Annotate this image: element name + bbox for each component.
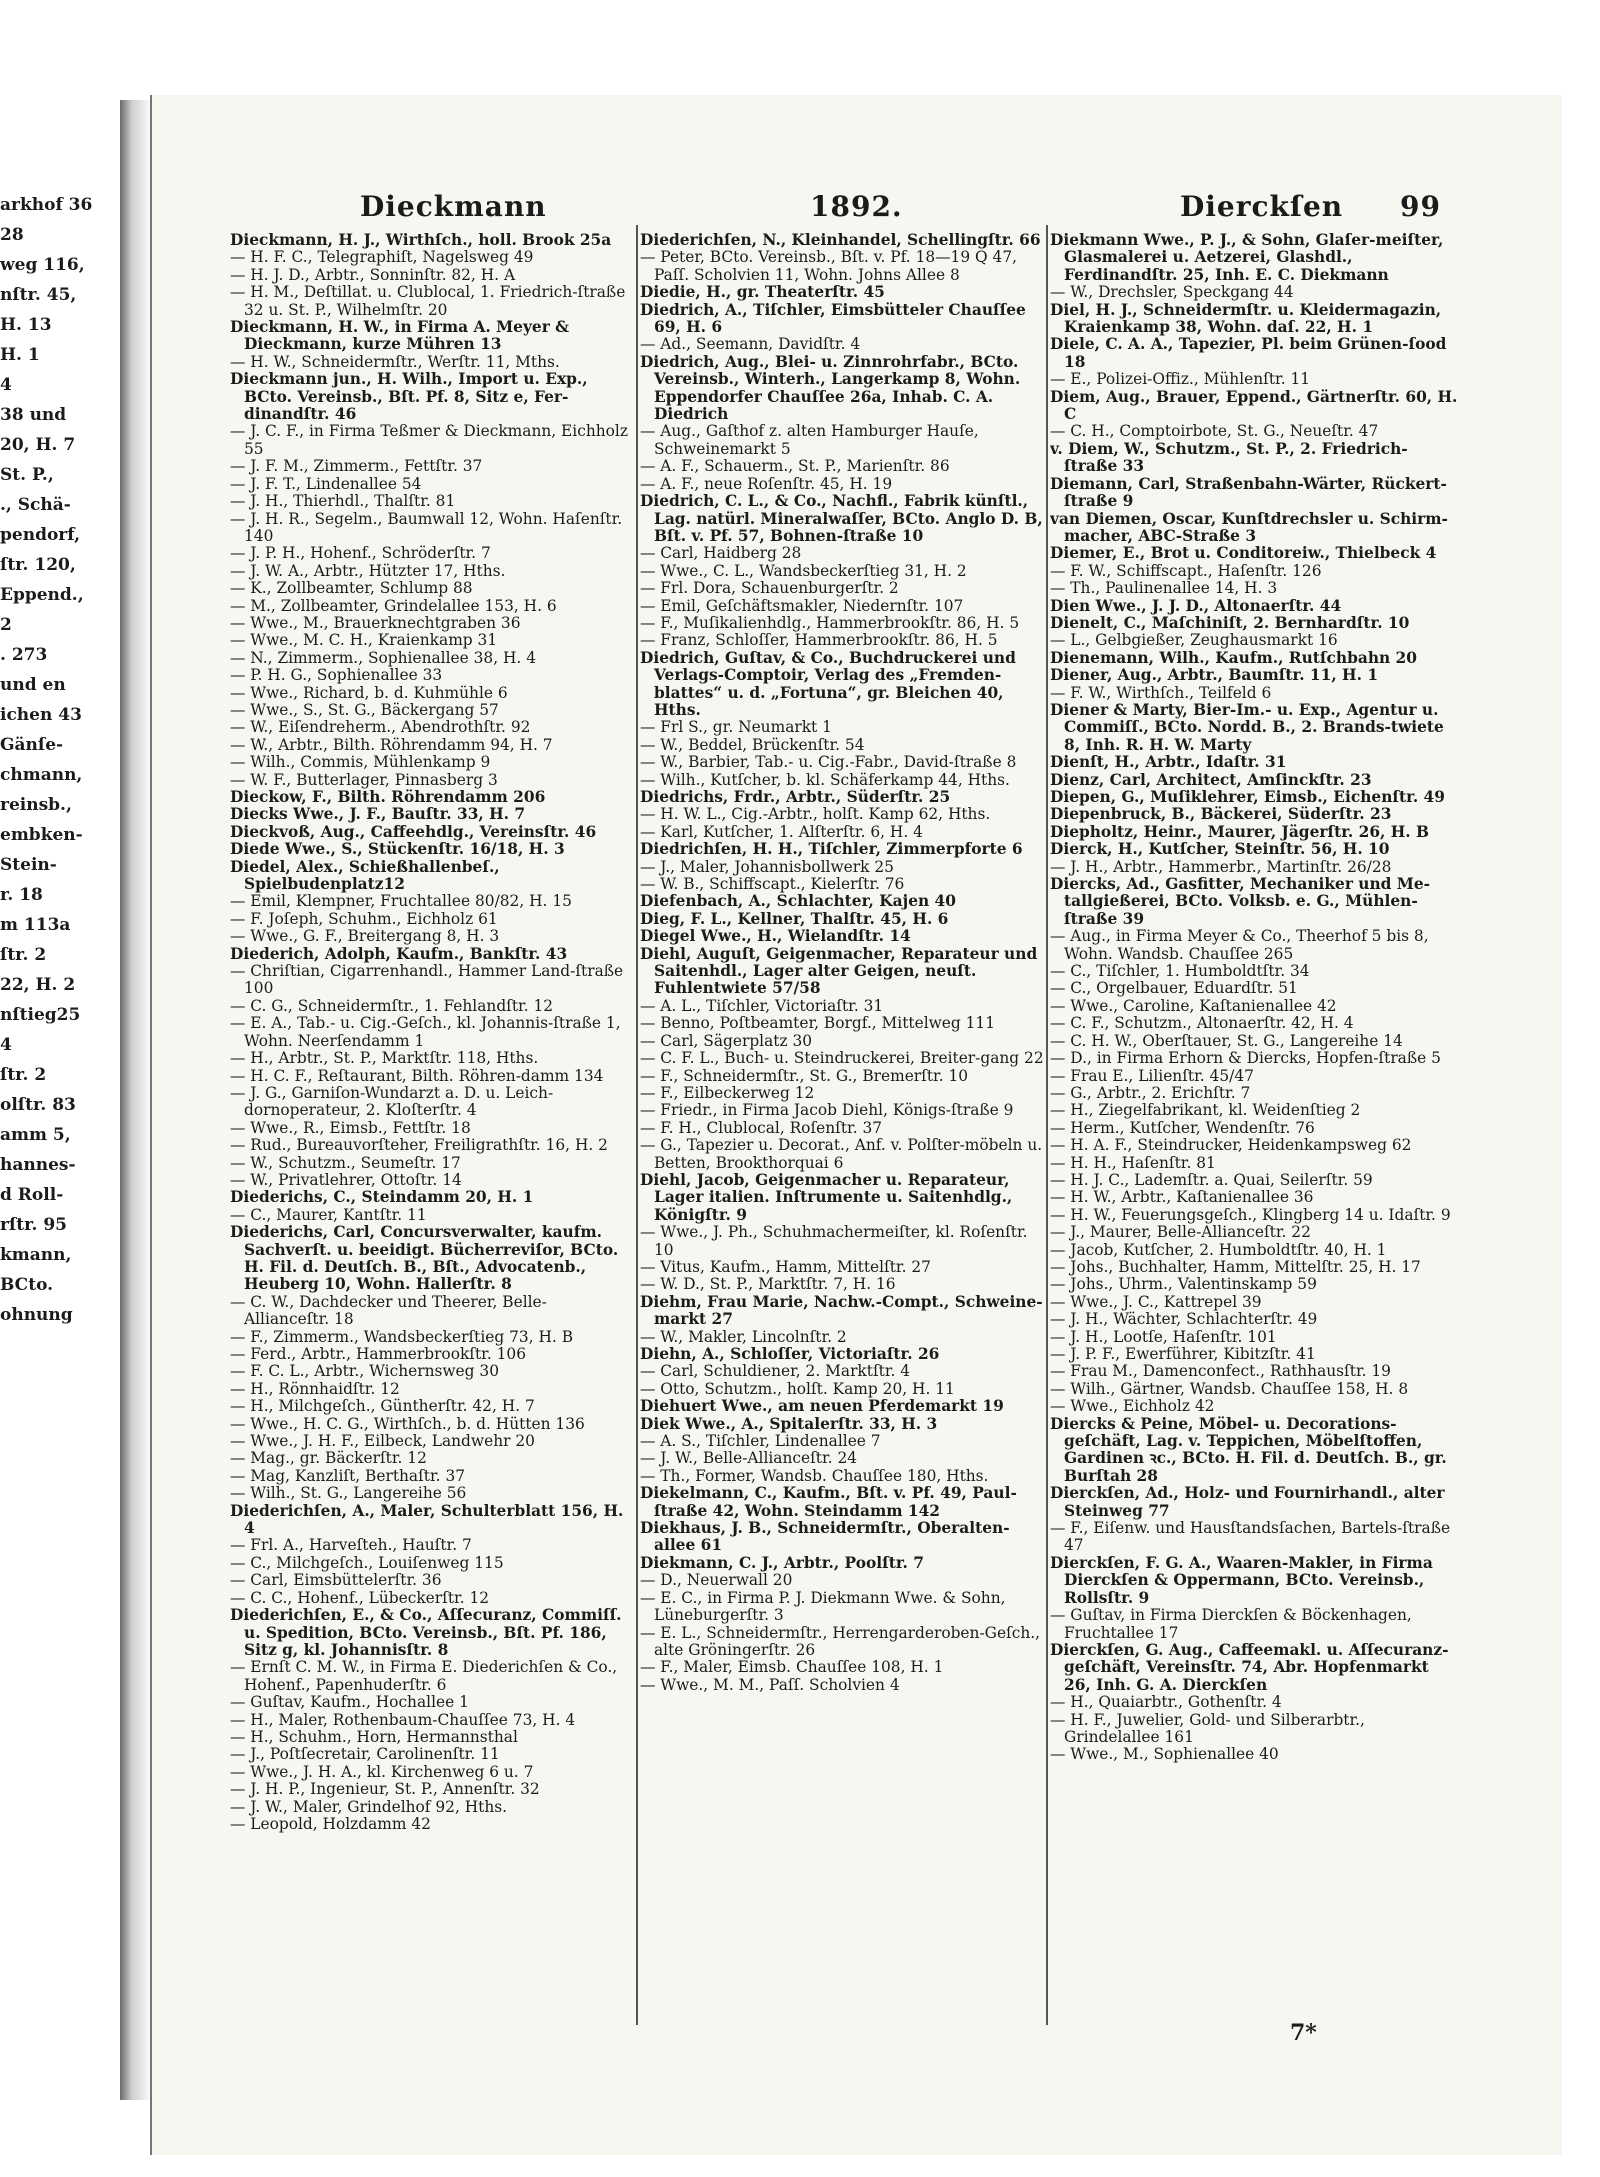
directory-entry: — Franz, Schloſſer, Hammerbrookſtr. 86, H. 5 [640,631,998,650]
directory-entry: Diedrich, Aug., Blei- u. Zinnrohrfabr., BCto. Vereinsb., Winterh., Langerkamp 8, Wohn. Eppendorfer Chauſſee 26a, Inhab. C. A. Diedrich [640,352,1021,424]
directory-entry: Diel, H. J., Schneidermſtr. u. Kleidermagazin, Kraienkamp 38, Wohn. daſ. 22, H. 1 [1050,300,1442,337]
directory-entry: — Frl. Dora, Schauenburgerſtr. 2 [640,579,899,598]
directory-entry: — C., Tiſchler, 1. Humboldtſtr. 34 [1050,962,1310,981]
directory-entry: Diener, Aug., Arbtr., Baumſtr. 11, H. 1 [1050,666,1379,685]
directory-entry: — J. H., Thierhdl., Thalſtr. 81 [230,492,456,511]
directory-entry: — Frau E., Lilienſtr. 45/47 [1050,1066,1254,1085]
directory-entry: — Emil, Klempner, Fruchtallee 80/82, H. 15 [230,892,572,911]
directory-entry: — Mag., gr. Bäckerſtr. 12 [230,1449,427,1468]
directory-entry: Diederich, Adolph, Kaufm., Bankſtr. 43 [230,944,568,963]
previous-page-text: 2 [0,615,12,635]
directory-entry: — C. G., Schneidermſtr., 1. Fehlandſtr. 12 [230,996,554,1015]
directory-entry: — A. L., Tiſchler, Victoriaſtr. 31 [640,996,884,1015]
previous-page-text: ichen 43 [0,705,82,725]
directory-entry: Dieckmann, H. J., Wirthſch., holl. Brook 25a [230,232,612,249]
directory-column-1 [230,232,630,2032]
column-divider [1046,225,1048,2025]
directory-entry: — H. H., Haſenſtr. 81 [1050,1153,1216,1172]
directory-entry: — Carl, Sägerplatz 30 [640,1031,813,1050]
directory-entry: Diepen, G., Muſiklehrer, Eimsb., Eichenſtr. 49 [1050,788,1445,806]
directory-entry: Diedie, H., gr. Theaterſtr. 45 [640,283,885,302]
directory-entry: — W. D., St. P., Marktſtr. 7, H. 16 [640,1275,896,1294]
directory-entry: Diedel, Alex., Schießhallenbeſ., Spielbudenplatz12 [230,857,500,894]
directory-entry: — E. A., Tab.- u. Cig.-Geſch., kl. Johannis-ſtraße 1, Wohn. Neerſendamm 1 [230,1014,621,1050]
previous-page-text: 4 [0,375,12,395]
directory-entry: — Rud., Bureauvorſteher, Freiligrathſtr. 16, H. 2 [230,1136,608,1155]
directory-entry: — C. H., Comptoirbote, St. G., Neueſtr. 47 [1050,422,1379,441]
directory-entry: — Peter, BCto. Vereinsb., Bſt. v. Pf. 18—19 Q 47, Paſſ. Scholvien 11, Wohn. Johns Allee 8 [640,248,1018,284]
directory-entry: Diede Wwe., S., Stückenſtr. 16/18, H. 3 [230,840,565,859]
directory-entry: — Frl. A., Harveſteh., Hauſtr. 7 [230,1536,472,1555]
directory-entry: — H. W. L., Cig.-Arbtr., holſt. Kamp 62, Hths. [640,805,991,824]
directory-entry: — W., Privatlehrer, Ottoſtr. 14 [230,1170,462,1189]
directory-entry: — Aug., Gaſthof z. alten Hamburger Hauſe, Schweinemarkt 5 [640,422,979,458]
directory-entry: — F. W., Wirthſch., Teilfeld 6 [1050,683,1272,702]
directory-entry: — H. F., Juwelier, Gold- und Silberarbtr., Grindelallee 161 [1050,1710,1365,1746]
directory-entry: — F. H., Clublocal, Roſenſtr. 37 [640,1118,883,1137]
directory-entry: Dierckſen, G. Aug., Caffeemakl. u. Aſſecuranz-geſchäft, Vereinsſtr. 74, Abr. Hopfenmarkt 26, Inh. G. A. Dierckſen [1050,1640,1449,1694]
directory-entry: — C., Orgelbauer, Eduardſtr. 51 [1050,979,1298,998]
sheet-signature: 7* [1290,2020,1317,2046]
directory-entry: Dieckow, F., Bilth. Röhrendamm 206 [230,788,546,806]
directory-entry: — H., Ziegelfabrikant, kl. Weidenſtieg 2 [1050,1101,1361,1120]
previous-page-text: amm 5, [0,1125,71,1145]
directory-entry: Diehuert Wwe., am neuen Pferdemarkt 19 [640,1397,1004,1416]
directory-entry: Dieckvoß, Aug., Caffeehdlg., Vereinsſtr. 46 [230,822,597,841]
directory-entry: — E., Polizei-Offiz., Mühlenſtr. 11 [1050,370,1311,389]
page-number: 99 [1400,190,1441,223]
directory-entry: — J. F. T., Lindenallee 54 [230,474,422,493]
directory-entry: Diem, Aug., Brauer, Eppend., Gärtnerſtr. 60, H. C [1050,387,1458,424]
directory-entry: — Jacob, Kutſcher, 2. Humboldtſtr. 40, H. 1 [1050,1240,1387,1259]
directory-entry: Dienz, Carl, Architect, Amſinckſtr. 23 [1050,770,1372,789]
directory-entry: — J., Maler, Johannisbollwerk 25 [640,857,894,876]
directory-entry: — Wilh., Commis, Mühlenkamp 9 [230,753,491,772]
directory-entry: Dierck, H., Kutſcher, Steinſtr. 56, H. 10 [1050,840,1390,859]
directory-entry: — Wilh., St. G., Langereihe 56 [230,1484,467,1503]
directory-entry: Diener & Marty, Bier-Im.- u. Exp., Agentur u. Commiſſ., BCto. Nordd. B., 2. Brands-twiete 8, Inh. R. H. W. Marty [1050,700,1444,754]
directory-entry: van Diemen, Oscar, Kunſtdrechsler u. Schirm-macher, ABC-Straße 3 [1050,509,1448,545]
directory-entry: — Ferd., Arbtr., Hammerbrookſtr. 106 [230,1345,526,1363]
directory-entry: Diedrichſen, H. H., Tiſchler, Zimmerpforte 6 [640,840,1023,859]
directory-entry: — W., Schutzm., Seumeſtr. 17 [230,1153,461,1172]
directory-entry: — F. W., Schiffscapt., Haſenſtr. 126 [1050,561,1322,580]
previous-page-text: H. 13 [0,315,52,335]
directory-entry: Diekelmann, C., Kaufm., Bſt. v. Pf. 49, Paul-ſtraße 42, Wohn. Steindamm 142 [640,1484,1017,1520]
directory-entry: Diepholtz, Heinr., Maurer, Jägerſtr. 26, H. B [1050,822,1430,841]
directory-entry: — Vitus, Kaufm., Hamm, Mittelſtr. 27 [640,1257,931,1276]
directory-entry: Diederichſen, E., & Co., Aſſecuranz, Commiſſ. u. Spedition, BCto. Vereinsb., Bſt. Pf. 186, Sitz g, kl. Johannisſtr. 8 [230,1606,622,1659]
directory-entry: Dierckſen, Ad., Holz- und Fournirhandl., alter Steinweg 77 [1050,1484,1445,1520]
directory-entry: Dieckmann jun., H. Wilh., Import u. Exp., BCto. Vereinsb., Bſt. Pf. 8, Sitz e, Fer-dinandſtr. 46 [230,370,588,424]
directory-entry: — J., Maurer, Belle-Allianceſtr. 22 [1050,1223,1311,1242]
directory-entry: — C. F. L., Buch- u. Steindruckerei, Breiter-gang 22 [640,1049,1044,1068]
previous-page-text: rſtr. 95 [0,1215,68,1235]
previous-page-text: reinsb., [0,795,72,815]
directory-entry: — J. H., Lootſe, Haſenſtr. 101 [1050,1327,1277,1346]
directory-entry: — Wwe., S., St. G., Bäckergang 57 [230,700,499,719]
directory-entry: — A. F., neue Roſenſtr. 45, H. 19 [640,474,893,493]
directory-entry: — Wilh., Kutſcher, b. kl. Schäferkamp 44, Hths. [640,770,1010,789]
directory-entry: Diekhaus, J. B., Schneidermſtr., Oberalten-allee 61 [640,1519,1010,1555]
directory-entry: — J. H. R., Segelm., Baumwall 12, Wohn. Haſenſtr. 140 [230,509,623,545]
previous-page-text: m 113a [0,915,71,935]
directory-entry: Diekmann, C. J., Arbtr., Poolſtr. 7 [640,1553,924,1572]
directory-entry: — H. F. C., Telegraphiſt, Nagelsweg 49 [230,248,534,267]
directory-entry: Dienelt, C., Maſchiniſt, 2. Bernhardſtr. 10 [1050,613,1410,632]
directory-entry: — Carl, Schuldiener, 2. Marktſtr. 4 [640,1362,911,1381]
directory-entry: — Ernſt C. M. W., in Firma E. Diederichſen & Co., Hohenf., Papenhuderſtr. 6 [230,1658,618,1694]
directory-entry: — J. P. F., Ewerführer, Kibitzſtr. 41 [1050,1345,1316,1363]
previous-page-text: BCto. [0,1275,54,1295]
previous-page-text: kmann, [0,1245,72,1265]
directory-entry: — Wwe., M. M., Paſſ. Scholvien 4 [640,1675,900,1694]
previous-page-text: hannes- [0,1155,76,1175]
directory-entry: — Mag, Kanzliſt, Berthaſtr. 37 [230,1466,466,1485]
directory-entry: Diekmann Wwe., P. J., & Sohn, Glaſer-meiſter, Glasmalerei u. Aetzerei, Glashdl., Ferdinandſtr. 25, Inh. E. C. Diekmann [1050,232,1444,284]
directory-entry: Diederichſen, N., Kleinhandel, Schellingſtr. 66 [640,232,1041,249]
directory-entry: — J. F. M., Zimmerm., Fettſtr. 37 [230,457,483,476]
directory-column-3 [1050,232,1460,1972]
directory-entry: — Wilh., Gärtner, Wandsb. Chauſſee 158, H. 8 [1050,1379,1409,1398]
previous-page-text: embken- [0,825,83,845]
directory-entry: — Wwe., M. C. H., Kraienkamp 31 [230,631,498,650]
directory-entry: Dieckmann, H. W., in Firma A. Meyer & Dieckmann, kurze Mühren 13 [230,318,570,354]
directory-entry: Diedrich, A., Tiſchler, Eimsbütteler Chauſſee 69, H. 6 [640,300,1026,337]
previous-page-text: 28 [0,225,24,245]
previous-page-fragment [0,190,118,2010]
previous-page-text: nſtr. 45, [0,285,77,305]
directory-entry: — W. F., Butterlager, Pinnasberg 3 [230,770,498,789]
directory-entry: — C. C., Hohenf., Lübeckerſtr. 12 [230,1588,490,1607]
previous-page-text: 22, H. 2 [0,975,76,995]
directory-entry: — C. H. W., Oberſtauer, St. G., Langereihe 14 [1050,1031,1403,1050]
previous-page-text: Stein- [0,855,57,875]
directory-entry: Diegel Wwe., H., Wielandſtr. 14 [640,927,911,946]
directory-entry: — Wwe., C. L., Wandsbeckerſtieg 31, H. 2 [640,561,967,580]
directory-entry: — H., Milchgeſch., Güntherſtr. 42, H. 7 [230,1397,535,1416]
previous-page-text: ſtr. 2 [0,945,47,965]
directory-entry: — Emil, Geſchäftsmakler, Niedernſtr. 107 [640,596,964,615]
directory-entry: Dienſt, H., Arbtr., Idaſtr. 31 [1050,753,1287,772]
directory-entry: — Th., Paulinenallee 14, H. 3 [1050,579,1278,598]
directory-entry: — C. W., Dachdecker und Theerer, Belle-Allianceſtr. 18 [230,1292,547,1329]
book-gutter-shadow [120,100,150,2100]
directory-entry: — W., Eiſendreherm., Abendrothſtr. 92 [230,718,531,737]
directory-entry: — Wwe., J. H. F., Eilbeck, Landwehr 20 [230,1432,535,1451]
previous-page-text: pendorf, [0,525,81,545]
directory-entry: — F., Maler, Eimsb. Chauſſee 108, H. 1 [640,1658,944,1677]
directory-entry: — K., Zollbeamter, Schlump 88 [230,579,473,598]
previous-page-text: ohnung [0,1305,73,1325]
directory-entry: — H., Quaiarbtr., Gothenſtr. 4 [1050,1693,1282,1712]
directory-entry: — J. W., Maler, Grindelhof 92, Hths. [230,1797,508,1816]
directory-entry: — W., Drechsler, Speckgang 44 [1050,283,1294,302]
directory-entry: — Otto, Schutzm., holſt. Kamp 20, H. 11 [640,1379,955,1398]
directory-entry: — H. A. F., Steindrucker, Heidenkampsweg 62 [1050,1136,1412,1155]
directory-entry: — J. C. F., in Firma Teßmer & Dieckmann, Eichholz 55 [230,422,628,458]
directory-entry: — Wwe., H. C. G., Wirthſch., b. d. Hütten 136 [230,1414,585,1433]
directory-entry: — Wwe., Eichholz 42 [1050,1397,1215,1416]
directory-entry: — L., Gelbgießer, Zeughausmarkt 16 [1050,631,1338,650]
previous-page-text: arkhof 36 [0,195,93,215]
directory-entry: — C., Milchgeſch., Louiſenweg 115 [230,1553,504,1572]
directory-entry: — E. C., in Firma P. J. Diekmann Wwe. & Sohn, Lüneburgerſtr. 3 [640,1588,1006,1625]
directory-entry: — C., Maurer, Kantſtr. 11 [230,1205,427,1224]
directory-entry: v. Diem, W., Schutzm., St. P., 2. Friedrich-ſtraße 33 [1050,439,1408,476]
directory-entry: Dien Wwe., J. J. D., Altonaerſtr. 44 [1050,596,1342,615]
directory-entry: — W. B., Schiffscapt., Kielerſtr. 76 [640,875,905,894]
directory-entry: — H. J. D., Arbtr., Sonninſtr. 82, H. A [230,265,516,284]
directory-column-2 [640,232,1045,1972]
directory-entry: — Th., Former, Wandsb. Chauſſee 180, Hths. [640,1466,989,1485]
directory-entry: — Wwe., M., Sophienallee 40 [1050,1745,1279,1764]
directory-entry: Dienemann, Wilh., Kaufm., Rutſchbahn 20 [1050,648,1417,667]
directory-entry: Diederichſen, A., Maler, Schulterblatt 156, H. 4 [230,1501,624,1538]
directory-entry: — Wwe., J. Ph., Schuhmachermeiſter, kl. Roſenſtr. 10 [640,1223,1028,1259]
previous-page-text: 38 und [0,405,67,425]
directory-entry: — F. C. L., Arbtr., Wichernsweg 30 [230,1362,499,1381]
directory-entry: — W., Barbier, Tab.- u. Cig.-Fabr., David-ſtraße 8 [640,753,1017,772]
header-year: 1892. [810,190,903,223]
directory-entry: — Karl, Kutſcher, 1. Alſterſtr. 6, H. 4 [640,822,923,841]
previous-page-text: St. P., [0,465,54,485]
directory-entry: — W., Makler, Lincolnſtr. 2 [640,1327,847,1346]
previous-page-text: r. 18 [0,885,43,905]
previous-page-text: chmann, [0,765,83,785]
directory-entry: — Carl, Haidberg 28 [640,544,802,563]
directory-entry: — N., Zimmerm., Sophienallee 38, H. 4 [230,648,536,667]
directory-entry: Diele, C. A. A., Tapezier, Pl. beim Grünen-ſood 18 [1050,335,1447,371]
directory-entry: — D., Neuerwall 20 [640,1571,793,1590]
directory-entry: Dieg, F. L., Kellner, Thalſtr. 45, H. 6 [640,909,949,928]
directory-entry: — J. G., Garniſon-Wundarzt a. D. u. Leich-dornoperateur, 2. Kloſterſtr. 4 [230,1083,554,1120]
directory-entry: — Herm., Kutſcher, Wendenſtr. 76 [1050,1118,1315,1137]
directory-entry: — H., Arbtr., St. P., Marktſtr. 118, Hths. [230,1049,539,1068]
directory-entry: — P. H. G., Sophienallee 33 [230,666,443,685]
previous-page-text: H. 1 [0,345,40,365]
directory-entry: — Wwe., G. F., Breitergang 8, H. 3 [230,927,500,946]
directory-entry: — Carl, Eimsbüttelerſtr. 36 [230,1571,442,1590]
directory-entry: — W., Arbtr., Bilth. Röhrendamm 94, H. 7 [230,735,553,754]
directory-entry: — H. W., Schneidermſtr., Werſtr. 11, Mths. [230,352,560,371]
previous-page-text: ., Schä- [0,495,71,515]
directory-entry: Diederichs, C., Steindamm 20, H. 1 [230,1188,534,1207]
directory-entry: — F. Joſeph, Schuhm., Eichholz 61 [230,909,498,928]
directory-entry: — J., Poſtſecretair, Carolinenſtr. 11 [230,1745,500,1764]
directory-entry: Diemann, Carl, Straßenbahn-Wärter, Rückert-ſtraße 9 [1050,474,1447,511]
directory-entry: Diedrich, C. L., & Co., Nachfl., Fabrik künſtl., Lag. natürl. Mineralwaſſer, BCto. Anglo D. B, Bſt. v. Pf. 57, Bohnen-ſtraße 10 [640,492,1043,545]
previous-page-text: nſtieg25 [0,1005,81,1025]
directory-entry: — H. M., Deſtillat. u. Clublocal, 1. Friedrich-ſtraße 32 u. St. P., Wilhelmſtr. 20 [230,283,626,319]
directory-entry: — J. W., Belle-Allianceſtr. 24 [640,1449,858,1468]
directory-entry: — W., Beddel, Brückenſtr. 54 [640,735,865,754]
previous-page-text: Eppend., [0,585,84,605]
directory-entry: — F., Eiſenw. und Hausſtandsſachen, Bartels-ſtraße 47 [1050,1519,1451,1555]
directory-entry: — A. F., Schauerm., St. P., Marienſtr. 86 [640,457,950,476]
directory-entry: Diercks, Ad., Gasfitter, Mechaniker und Me-tallgießerei, BCto. Volksb. e. G., Mühlen-ſtraße 39 [1050,875,1431,928]
directory-entry: — F., Eilbeckerweg 12 [640,1083,815,1102]
directory-entry: — J. W. A., Arbtr., Hützter 17, Hths. [230,561,506,580]
directory-entry: Diehl, Auguſt, Geigenmacher, Reparateur und Saitenhdl., Lager alter Geigen, neuſt. Fuhlentwiete 57/58 [640,944,1038,998]
previous-page-text: und en [0,675,66,695]
directory-entry: — H. W., Arbtr., Kaſtanienallee 36 [1050,1188,1314,1207]
directory-entry: — Wwe., R., Eimsb., Fettſtr. 18 [230,1118,471,1137]
previous-page-text: olſtr. 83 [0,1095,76,1115]
previous-page-text: ſtr. 2 [0,1065,47,1085]
directory-entry: — J. H., Wächter, Schlachterſtr. 49 [1050,1310,1318,1329]
directory-entry: Diedrich, Guſtav, & Co., Buchdruckerei und Verlags-Comptoir, Verlag des „Fremden-blattes“ u. d. „Fortuna“, gr. Bleichen 40, Hths. [640,648,1016,719]
directory-entry: — Ad., Seemann, Davidſtr. 4 [640,335,861,354]
directory-entry: — E. L., Schneidermſtr., Herrengarderoben-Geſch., alte Gröningerſtr. 26 [640,1623,1041,1659]
directory-entry: Diedrichs, Frdr., Arbtr., Süderſtr. 25 [640,788,951,806]
directory-entry: — A. S., Tiſchler, Lindenallee 7 [640,1432,881,1451]
page-header [230,190,1441,234]
directory-entry: — F., Schneidermſtr., St. G., Bremerſtr. 10 [640,1066,969,1085]
directory-entry: Diek Wwe., A., Spitalerſtr. 33, H. 3 [640,1414,938,1433]
directory-entry: — Wwe., J. C., Kattrepel 39 [1050,1292,1262,1311]
previous-page-text: . 273 [0,645,48,665]
directory-entry: Diercks & Peine, Möbel- u. Decorations-geſchäft, Lag. v. Teppichen, Möbelſtoffen, Gardinen ꝛc., BCto. H. Fil. d. Deutſch. B., gr. Burſtah 28 [1050,1414,1447,1485]
directory-entry: — H. W., Feuerungsgeſch., Klingberg 14 u. Idaſtr. 9 [1050,1205,1451,1224]
directory-entry: — H., Rönnhaidſtr. 12 [230,1379,400,1398]
previous-page-text: weg 116, [0,255,85,275]
directory-entry: — G., Tapezier u. Decorat., Anf. v. Polſter-möbeln u. Betten, Brookthorquai 6 [640,1136,1043,1172]
previous-page-text: ſtr. 120, [0,555,76,575]
header-left-keyword: Dieckmann [360,190,547,223]
directory-entry: — D., in Firma Erhorn & Diercks, Hopfen-ſtraße 5 [1050,1049,1441,1068]
directory-entry: — Johs., Buchhalter, Hamm, Mittelſtr. 25, H. 17 [1050,1257,1421,1276]
directory-entry: — J. H. P., Ingenieur, St. P., Annenſtr. 32 [230,1780,540,1799]
directory-entry: — H., Maler, Rothenbaum-Chauſſee 73, H. 4 [230,1710,576,1729]
directory-entry: — Frau M., Damenconfect., Rathhausſtr. 19 [1050,1362,1391,1381]
directory-entry: — Wwe., Richard, b. d. Kuhmühle 6 [230,683,508,702]
directory-entry: — Johs., Uhrm., Valentinskamp 59 [1050,1275,1317,1294]
directory-entry: — Friedr., in Firma Jacob Diehl, Königs-ſtraße 9 [640,1101,1014,1120]
directory-entry: — C. F., Schutzm., Altonaerſtr. 42, H. 4 [1050,1014,1354,1033]
directory-entry: — Chriſtian, Cigarrenhandl., Hammer Land-ſtraße 100 [230,962,624,998]
directory-entry: — J. P. H., Hohenf., Schröderſtr. 7 [230,544,491,563]
header-right-keyword: Dierckſen [1180,190,1344,223]
directory-entry: Diemer, E., Brot u. Conditoreiw., Thielbeck 4 [1050,544,1437,563]
directory-entry: Diecks Wwe., J. F., Bauſtr. 33, H. 7 [230,805,526,824]
previous-page-text: 4 [0,1035,12,1055]
previous-page-text: 20, H. 7 [0,435,76,455]
directory-entry: — F., Zimmerm., Wandsbeckerſtieg 73, H. B [230,1327,574,1346]
previous-page-text: d Roll- [0,1185,64,1205]
directory-entry: — Guſtav, Kaufm., Hochallee 1 [230,1693,469,1712]
directory-entry: — Aug., in Firma Meyer & Co., Theerhof 5 bis 8, Wohn. Wandsb. Chauſſee 265 [1050,927,1429,963]
directory-entry: Diederichs, Carl, Concursverwalter, kaufm. Sachverſt. u. beeidigt. Bücherreviſor, BCto. H. Fil. d. Deutſch. B., Bſt., Advocatenb., Heuberg 10, Wohn. Hallerſtr. 8 [230,1223,619,1294]
directory-entry: — Benno, Poſtbeamter, Borgf., Mittelweg 111 [640,1014,996,1033]
directory-entry: — Frl S., gr. Neumarkt 1 [640,718,832,737]
directory-entry: — Wwe., J. H. A., kl. Kirchenweg 6 u. 7 [230,1762,534,1781]
directory-entry: — H. C. F., Reſtaurant, Bilth. Röhren-damm 134 [230,1066,604,1085]
directory-entry: — Wwe., M., Brauerknechtgraben 36 [230,613,521,632]
directory-entry: — H., Schuhm., Horn, Hermannsthal [230,1727,518,1746]
directory-entry: — M., Zollbeamter, Grindelallee 153, H. 6 [230,596,557,615]
directory-entry: Diepenbruck, B., Bäckerei, Süderſtr. 23 [1050,805,1392,824]
directory-entry: Diehn, A., Schloſſer, Victoriaſtr. 26 [640,1345,940,1363]
directory-entry: — J. H., Arbtr., Hammerbr., Martinſtr. 26/28 [1050,857,1392,876]
directory-entry: Diehm, Frau Marie, Nachw.-Compt., Schweine-markt 27 [640,1292,1043,1329]
column-divider [636,225,638,2025]
directory-entry: — Wwe., Caroline, Kaſtanienallee 42 [1050,996,1337,1015]
directory-entry: Diehl, Jacob, Geigenmacher u. Reparateur, Lager italien. Inſtrumente u. Saitenhdlg., Königſtr. 9 [640,1170,1013,1224]
previous-page-text: Gänſe- [0,735,64,755]
directory-entry: — Guſtav, in Firma Dierckſen & Böckenhagen, Fruchtallee 17 [1050,1606,1412,1642]
directory-entry: — G., Arbtr., 2. Erichſtr. 7 [1050,1083,1251,1102]
directory-entry: — Leopold, Holzdamm 42 [230,1814,431,1833]
directory-entry: — F., Muſikalienhdlg., Hammerbrookſtr. 86, H. 5 [640,613,1020,632]
directory-entry: — H. J. C., Lademſtr. a. Quai, Seilerſtr. 59 [1050,1170,1373,1189]
directory-entry: Dierckſen, F. G. A., Waaren-Makler, in Firma Dierckſen & Oppermann, BCto. Vereinsb., Rollsſtr. 9 [1050,1553,1433,1607]
directory-entry: Diefenbach, A., Schlachter, Kajen 40 [640,892,956,911]
